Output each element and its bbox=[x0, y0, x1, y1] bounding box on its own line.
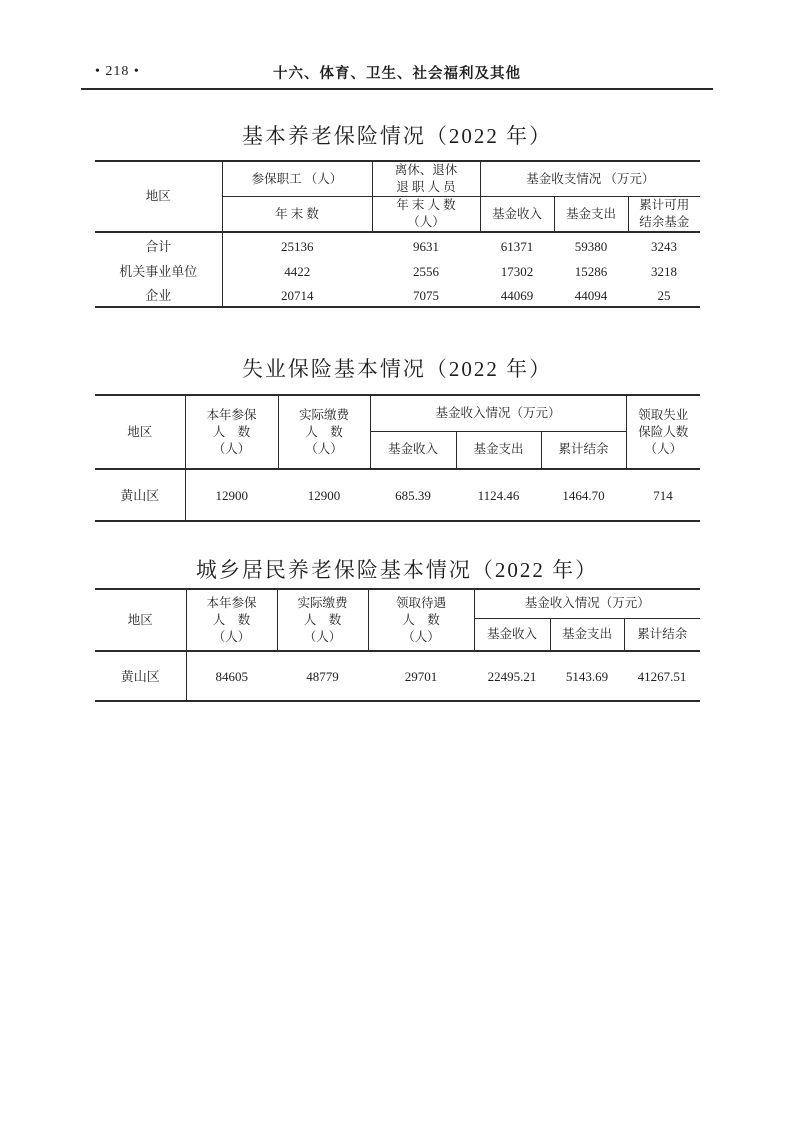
col-region: 地区 bbox=[95, 161, 222, 232]
table2 bbox=[95, 394, 700, 522]
col-insured-count: 本年参保 人 数 （人） bbox=[206, 407, 257, 456]
table-row: 黄山区 12900 12900 685.39 1124.46 1464.70 714 bbox=[95, 469, 700, 521]
col-fund-balance: 累计结余 bbox=[541, 431, 626, 469]
table1 bbox=[95, 160, 700, 308]
page-number: • 218 • bbox=[95, 64, 140, 79]
table-row: 机关事业单位 4422 2556 17302 15286 3218 bbox=[95, 259, 700, 284]
col-insured-workers-group: 参保职工 （人） bbox=[222, 161, 372, 197]
col-fund-income: 基金收入 bbox=[370, 431, 456, 469]
table3-resident-pension-insurance bbox=[95, 588, 700, 702]
col-yearend-count: 年 末 数 bbox=[275, 206, 319, 221]
col-retired-yearend-count: 年 末 人 数 （人） bbox=[372, 197, 480, 233]
col-benefit-recipients: 领取失业 保险人数 （人） bbox=[626, 395, 700, 469]
table1-pension-insurance bbox=[95, 160, 700, 308]
col-region: 地区 bbox=[95, 395, 185, 469]
table-row: 企业 20714 7075 44069 44094 25 bbox=[95, 284, 700, 307]
table3-header bbox=[95, 589, 700, 651]
table2-header bbox=[95, 395, 700, 469]
table1-title: 基本养老保险情况（2022 年） bbox=[241, 124, 553, 148]
table2-unemployment-insurance bbox=[95, 394, 700, 522]
table3-title: 城乡居民养老保险基本情况（2022 年） bbox=[195, 558, 599, 582]
col-fund-group: 基金收入情况（万元） bbox=[370, 395, 626, 431]
col-fund-expense: 基金支出 bbox=[554, 197, 628, 233]
table-row: 合计 25136 9631 61371 59380 3243 bbox=[95, 232, 700, 259]
col-fund-balance: 累计可用 结余基金 bbox=[628, 197, 700, 233]
col-fund-balance: 累计结余 bbox=[624, 618, 700, 651]
col-fund-group: 基金收入情况（万元） bbox=[474, 589, 700, 618]
chapter-title: 十六、体育、卫生、社会福利及其他 bbox=[273, 66, 521, 82]
col-fund-expense: 基金支出 bbox=[550, 618, 624, 651]
table2-title: 失业保险基本情况（2022 年） bbox=[241, 357, 553, 381]
col-insured-count: 本年参保 人 数 （人） bbox=[206, 595, 257, 644]
col-fund-group: 基金收支情况 （万元） bbox=[480, 161, 700, 197]
col-retired-group: 离休、退休 退 职 人 员 bbox=[372, 161, 480, 197]
table3 bbox=[95, 588, 700, 702]
col-paid-count: 实际缴费 人 数 （人） bbox=[278, 395, 370, 469]
col-fund-income: 基金收入 bbox=[480, 197, 554, 233]
col-paid-count: 实际缴费 人 数 （人） bbox=[277, 589, 368, 651]
table1-header bbox=[95, 161, 700, 232]
header-rule bbox=[81, 88, 713, 90]
running-head bbox=[81, 62, 713, 84]
col-region: 地区 bbox=[95, 589, 186, 651]
table-row: 黄山区 84605 48779 29701 22495.21 5143.69 41267.51 bbox=[95, 651, 700, 701]
col-fund-income: 基金收入 bbox=[474, 618, 550, 651]
col-benefit-count: 领取待遇 人 数 （人） bbox=[368, 589, 474, 651]
col-fund-expense: 基金支出 bbox=[456, 431, 541, 469]
